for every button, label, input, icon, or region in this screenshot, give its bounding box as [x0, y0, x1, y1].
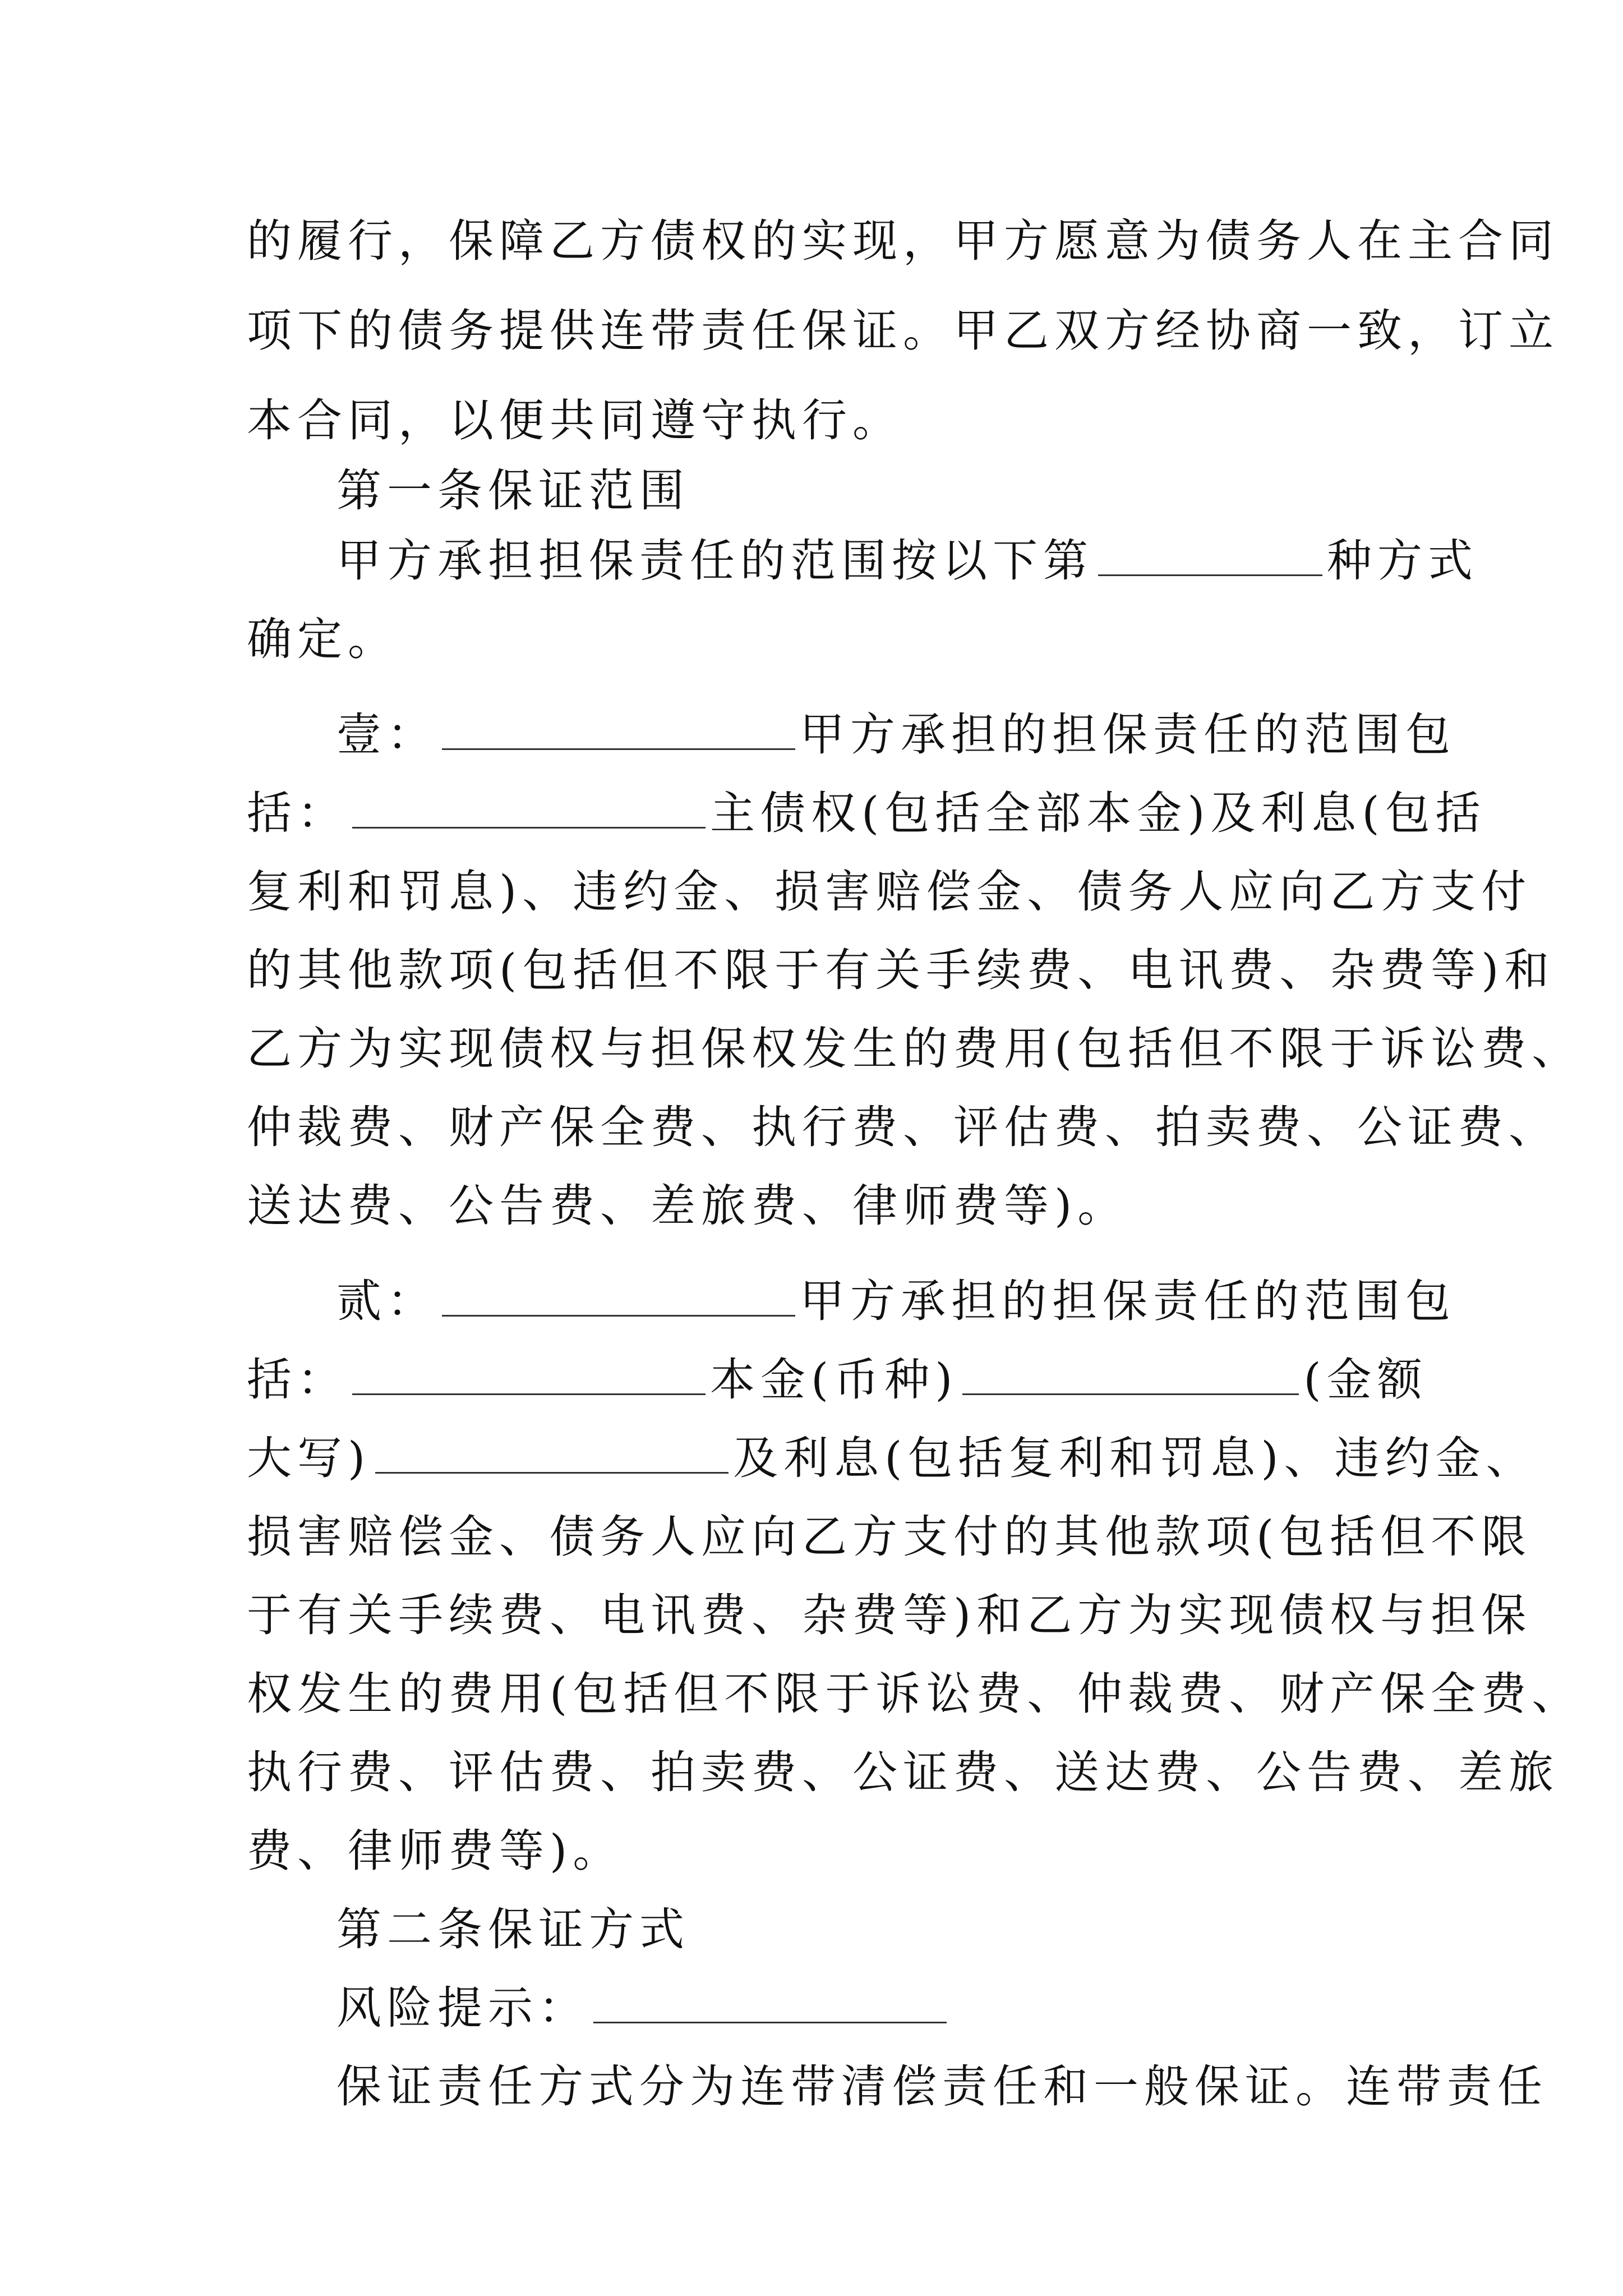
fill-in-blank[interactable] [352, 1360, 706, 1395]
heading-text: 第一条保证范围 [336, 464, 690, 517]
fill-in-blank[interactable] [442, 715, 795, 750]
paragraph-line [247, 1167, 1128, 1245]
paragraph-line [247, 1655, 1582, 1733]
text: 甲方承担的担保责任的范围包 [800, 708, 1456, 761]
text: 及利息(包括复利和罚息)、违约金、 [733, 1432, 1537, 1484]
risk-notice-line [336, 1969, 951, 2047]
fill-in-blank[interactable] [593, 1988, 947, 2023]
text: 保证责任方式分为连带清偿责任和一般保证。连带责任 [336, 2060, 1548, 2113]
text: 大写) [247, 1432, 371, 1484]
paragraph-line [247, 1088, 1559, 1167]
heading-text: 第二条保证方式 [336, 1903, 690, 1955]
paragraph-line [336, 522, 1478, 600]
text: 贰： [336, 1275, 437, 1327]
paragraph-line [336, 1262, 1456, 1341]
fill-in-blank[interactable] [442, 1281, 795, 1317]
text: 于有关手续费、电讯费、杂费等)和乙方为实现债权与担保 [247, 1589, 1532, 1641]
paragraph-line [336, 2047, 1548, 2126]
text: 乙方为实现债权与担保权发生的费用(包括但不限于诉讼费、 [247, 1023, 1583, 1075]
text: 仲裁费、财产保全费、执行费、评估费、拍卖费、公证费、 [247, 1101, 1559, 1153]
fill-in-blank[interactable] [962, 1360, 1299, 1395]
text: 复利和罚息)、违约金、损害赔偿金、债务人应向乙方支付 [247, 866, 1532, 918]
text: 费、律师费等)。 [247, 1825, 624, 1877]
paragraph-line [247, 381, 903, 460]
fill-in-blank[interactable] [1098, 541, 1322, 576]
text: 执行费、评估费、拍卖费、公证费、送达费、公告费、差旅 [247, 1746, 1559, 1798]
paragraph-line [247, 1733, 1559, 1812]
text: 本金(币种) [710, 1354, 958, 1406]
text: 确定。 [247, 613, 398, 665]
text: (金额 [1303, 1354, 1428, 1406]
text: 风险提示： [336, 1982, 589, 2034]
paragraph-line [247, 1812, 623, 1890]
fill-in-blank[interactable] [352, 793, 706, 829]
paragraph-line [247, 774, 1486, 853]
paragraph-line [247, 1419, 1537, 1498]
text: 送达费、公告费、差旅费、律师费等)。 [247, 1180, 1128, 1232]
paragraph-line [247, 1341, 1428, 1419]
paragraph-line [336, 696, 1456, 774]
text: 甲方承担的担保责任的范围包 [800, 1275, 1456, 1327]
paragraph-line [247, 600, 398, 679]
text: 本合同，以便共同遵守执行。 [247, 394, 903, 447]
text: 的其他款项(包括但不限于有关手续费、电讯费、杂费等)和 [247, 944, 1555, 996]
paragraph-line [247, 1576, 1532, 1655]
section-heading-method [336, 1890, 690, 1969]
text: 括： [247, 1354, 348, 1406]
text: 主债权(包括全部本金)及利息(包括 [710, 787, 1486, 839]
paragraph-line [247, 931, 1555, 1010]
section-heading-scope [336, 452, 690, 530]
text: 损害赔偿金、债务人应向乙方支付的其他款项(包括但不限 [247, 1511, 1532, 1563]
paragraph-line [247, 202, 1559, 280]
text: 括： [247, 787, 348, 839]
paragraph-line [247, 1010, 1582, 1088]
text: 权发生的费用(包括但不限于诉讼费、仲裁费、财产保全费、 [247, 1668, 1583, 1720]
paragraph-line [247, 292, 1559, 370]
text: 项下的债务提供连带责任保证。甲乙双方经协商一致，订立 [247, 305, 1559, 357]
text: 甲方承担担保责任的范围按以下第 [336, 535, 1094, 587]
text: 壹： [336, 708, 437, 761]
paragraph-line [247, 853, 1532, 931]
text: 种方式 [1327, 535, 1478, 587]
text: 的履行，保障乙方债权的实现，甲方愿意为债务人在主合同 [247, 215, 1559, 267]
paragraph-line [247, 1498, 1532, 1576]
fill-in-blank[interactable] [375, 1438, 728, 1474]
